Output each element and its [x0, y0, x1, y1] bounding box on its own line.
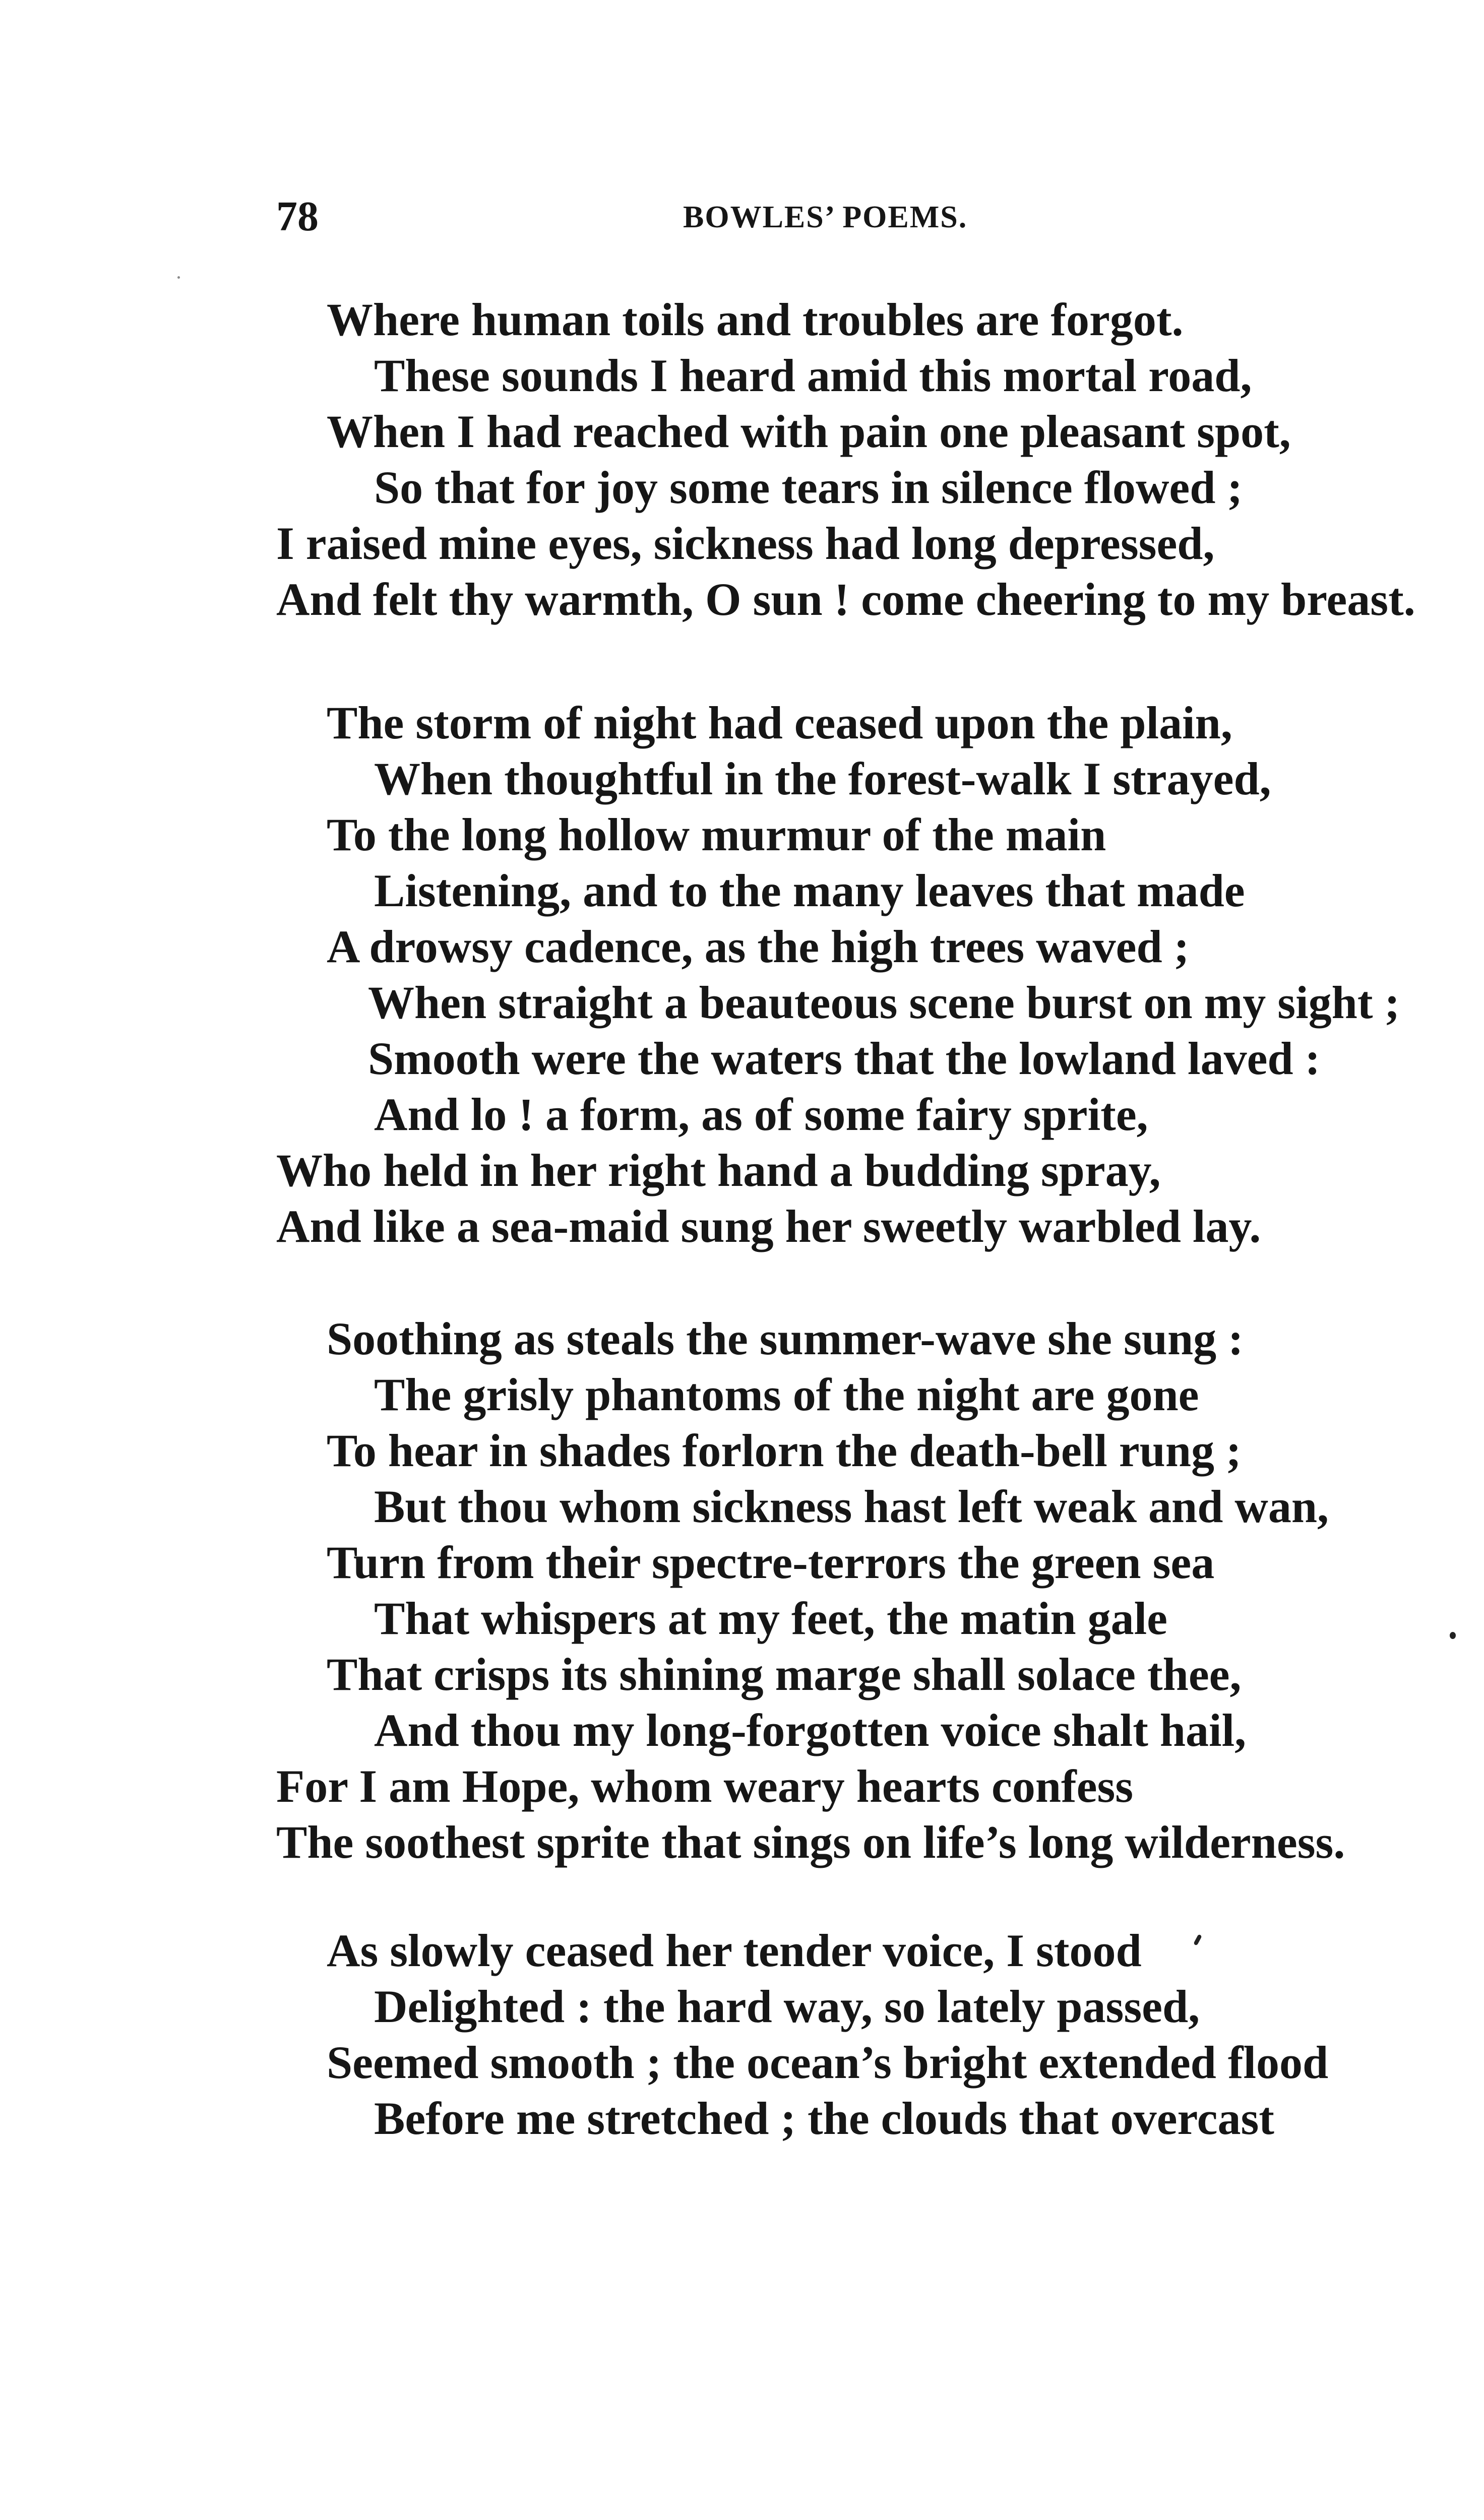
verse-line: Who held in her right hand a budding spray,	[276, 1145, 1161, 1196]
verse-line: Listening, and to the many leaves that made	[374, 865, 1245, 916]
verse-line: When I had reached with pain one pleasant spot,	[327, 406, 1291, 457]
verse-line: And like a sea-maid sung her sweetly warbled lay.	[276, 1201, 1261, 1252]
verse-line: Where human toils and troubles are forgot.	[327, 294, 1184, 345]
verse-line: Before me stretched ; the clouds that overcast	[374, 2093, 1274, 2144]
verse-line: Smooth were the waters that the lowland laved :	[368, 1033, 1321, 1084]
verse-line: Turn from their spectre-terrors the green sea	[327, 1537, 1215, 1588]
verse-line: The grisly phantoms of the night are gone	[374, 1369, 1199, 1420]
verse-line: When straight a beauteous scene burst on my sight ;	[368, 977, 1400, 1028]
verse-line: And felt thy warmth, O sun ! come cheering to my breast.	[276, 574, 1415, 625]
verse-line: When thoughtful in the forest-walk I strayed,	[374, 753, 1271, 804]
running-title: BOWLES’ POEMS.	[683, 200, 968, 234]
verse-line: The soothest sprite that sings on life’s long wilderness.	[276, 1816, 1345, 1868]
verse-line: For I am Hope, whom weary hearts confess	[276, 1760, 1134, 1812]
verse-line: To the long hollow murmur of the main	[327, 809, 1106, 860]
ink-mark	[1193, 1934, 1202, 1945]
verse-line: And thou my long-forgotten voice shalt hail,	[374, 1705, 1247, 1756]
verse-line: Seemed smooth ; the ocean’s bright extended flood	[327, 2037, 1329, 2088]
ink-speck	[1450, 1632, 1456, 1639]
verse-line: To hear in shades forlorn the death-bell rung ;	[327, 1425, 1242, 1476]
verse-line: Soothing as steals the summer-wave she sung :	[327, 1313, 1244, 1364]
verse-line: A drowsy cadence, as the high trees waved ;	[327, 921, 1190, 972]
verse-line: That crisps its shining marge shall solace thee,	[327, 1649, 1242, 1700]
verse-line: These sounds I heard amid this mortal road,	[374, 350, 1252, 401]
verse-line: And lo ! a form, as of some fairy sprite,	[374, 1089, 1148, 1140]
verse-line: So that for joy some tears in silence flowed ;	[374, 462, 1243, 513]
verse-line: Delighted : the hard way, so lately passed,	[374, 1981, 1200, 2032]
verse-line: I raised mine eyes, sickness had long depressed,	[276, 518, 1215, 569]
page-number: 78	[276, 193, 319, 240]
verse-line: As slowly ceased her tender voice, I stood	[327, 1925, 1142, 1976]
ink-dot	[177, 276, 180, 279]
verse-line: The storm of night had ceased upon the plain,	[327, 697, 1232, 748]
verse-line: But thou whom sickness hast left weak and wan,	[374, 1481, 1329, 1532]
verse-line: That whispers at my feet, the matin gale	[374, 1593, 1168, 1644]
